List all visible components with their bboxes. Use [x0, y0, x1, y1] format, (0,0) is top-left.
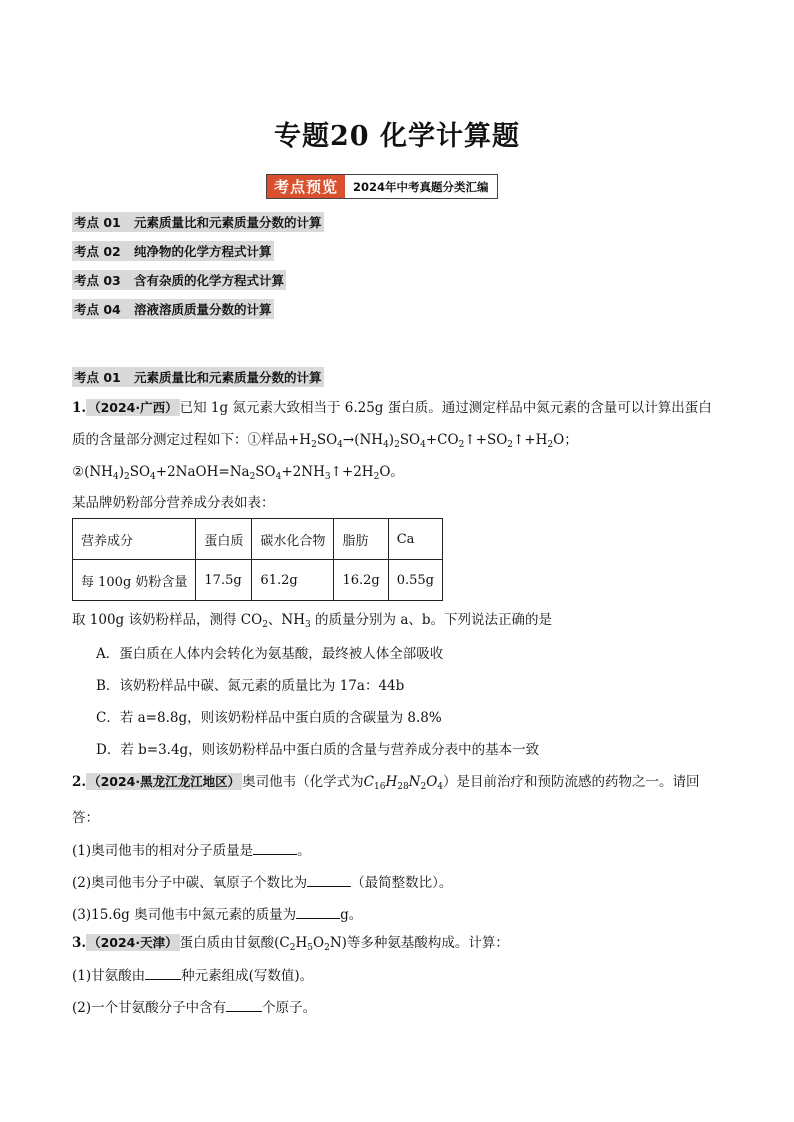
q3-number: 3. — [72, 935, 87, 951]
q1-stem-c: 的质量分别为 a、b。下列说法正确的是 — [315, 612, 553, 628]
toc-item[interactable] — [72, 212, 324, 232]
q1-stem-b: 、NH — [267, 612, 306, 628]
nutrition-table — [72, 518, 443, 601]
q3-sub2-end: 个原子。 — [262, 1000, 317, 1016]
q2-sub1 — [72, 840, 732, 861]
preview-banner — [266, 174, 498, 199]
toc-label: 元素质量比和元素质量分数的计算 — [134, 215, 322, 230]
q1-option-a[interactable]: A．蛋白质在人体内会转化为氨基酸，最终被人体全部吸收 — [96, 646, 444, 662]
q1-option-c[interactable]: C．若 a=8.8g，则该奶粉样品中蛋白质的含碳量为 8.8% — [96, 710, 442, 726]
toc-label: 纯净物的化学方程式计算 — [134, 244, 272, 259]
q1-table-intro: 某品牌奶粉部分营养成分表如表： — [72, 495, 275, 511]
q2-text-a: 奥司他韦（化学式为 — [242, 774, 364, 790]
q1-option-d[interactable]: D．若 b=3.4g，则该奶粉样品中蛋白质的含量与营养成分表中的基本一致 — [96, 742, 540, 758]
q3-sub2-text: (2)一个甘氨酸分子中含有 — [72, 1000, 227, 1016]
table-row — [73, 519, 443, 560]
table-row — [73, 560, 443, 601]
answer-blank[interactable] — [296, 904, 340, 919]
page-title: 专题20 化学计算题 — [274, 121, 520, 152]
toc-code: 考点 01 — [74, 215, 121, 230]
q2-sub1-text: (1)奥司他韦的相对分子质量是 — [72, 843, 254, 859]
q1-stem: 取 100g 该奶粉样品，测得 $CO_2$、$NH_3$ 的质量分别为 a、b。下列说法正确的是 — [72, 612, 553, 630]
table-cell: 17.5g — [196, 560, 252, 601]
q3-sub1 — [72, 965, 732, 986]
toc-item[interactable] — [72, 299, 324, 319]
table-cell: 脂肪 — [334, 519, 388, 560]
toc-code: 考点 04 — [74, 302, 121, 317]
table-cell: 碳水化合物 — [252, 519, 334, 560]
q3-sub1-text: (1)甘氨酸由 — [72, 968, 146, 984]
q2-sub3-end: g。 — [340, 907, 363, 923]
q3-sub2 — [72, 997, 732, 1018]
q3-line1: 3. （2024·天津） 蛋白质由甘氨酸$(C_2H_5O_2N)$等多种氨基酸构成。计算： — [72, 935, 509, 953]
q1-line2: 质的含量部分测定过程如下：①样品$+H_2SO_4\to(NH_4)_2SO_4+CO_2↑+SO_2↑+H_2O$； — [72, 432, 578, 450]
q1-stem-a: 取 100g 该奶粉样品，测得 CO — [72, 612, 263, 628]
q3-sub1-end: 种元素组成(写数值)。 — [181, 968, 314, 984]
table-cell: 0.55g — [388, 560, 442, 601]
table-cell: 营养成分 — [73, 519, 196, 560]
table-cell: 每 100g 奶粉含量 — [73, 560, 196, 601]
q2-sub2-text: (2)奥司他韦分子中碳、氧原子个数比为 — [72, 875, 308, 891]
q2-sub1-end: 。 — [297, 843, 311, 859]
q2-sub3-text: (3)15.6g 奥司他韦中氮元素的质量为 — [72, 907, 297, 923]
q3-source: （2024·天津） — [88, 935, 178, 950]
q3-text-b: )等多种氨基酸构成。计算： — [341, 935, 509, 951]
q2-line1: 2. （2024·黑龙江龙江地区） 奥司他韦（化学式为$C_{16}H_{28}N_2O_4$）是目前治疗和预防流感的药物之一。请回 — [72, 774, 700, 792]
q1-source: （2024·广西） — [88, 400, 178, 415]
toc-label: 溶液溶质质量分数的计算 — [134, 302, 272, 317]
toc-item[interactable] — [72, 241, 324, 261]
q1-option-b[interactable]: B．该奶粉样品中碳、氮元素的质量比为 17a：44b — [96, 678, 405, 694]
q2-sub2-end: （最简整数比）。 — [351, 875, 453, 891]
answer-blank[interactable] — [253, 840, 297, 855]
answer-blank[interactable] — [145, 965, 181, 980]
toc-code: 考点 02 — [74, 244, 121, 259]
q1-number: 1. — [72, 400, 87, 416]
q2-number: 2. — [72, 774, 87, 790]
q1-text-2: 质的含量部分测定过程如下：①样品+H — [72, 432, 312, 448]
q2-sub3 — [72, 904, 732, 925]
q2-text-b: ）是目前治疗和预防流感的药物之一。请回 — [443, 774, 700, 790]
table-cell: 61.2g — [252, 560, 334, 601]
banner-text: 2024年中考真题分类汇编 — [345, 175, 497, 198]
toc-label: 含有杂质的化学方程式计算 — [134, 273, 285, 288]
toc-code: 考点 03 — [74, 273, 121, 288]
table-cell: 蛋白质 — [196, 519, 252, 560]
q2-line2: 答： — [72, 810, 99, 826]
q1-equation-2: $②(NH_4)_2SO_4+2NaOH=Na_2SO_4+2NH_3↑+2H_2O$。 — [72, 464, 404, 482]
toc-item[interactable] — [72, 270, 324, 290]
answer-blank[interactable] — [307, 872, 351, 887]
section-label: 元素质量比和元素质量分数的计算 — [134, 370, 322, 385]
q3-text-a: 蛋白质由甘氨酸(C — [179, 935, 290, 951]
table-cell: Ca — [388, 519, 442, 560]
section-heading — [72, 367, 324, 387]
table-cell: 16.2g — [334, 560, 388, 601]
section-code: 考点 01 — [74, 370, 121, 385]
banner-tag: 考点预览 — [267, 175, 345, 198]
q1-text: 已知 1g 氮元素大致相当于 6.25g 蛋白质。通过测定样品中氮元素的含量可以计算出蛋白 — [179, 400, 712, 416]
answer-blank[interactable] — [226, 997, 262, 1012]
q2-sub2 — [72, 872, 732, 893]
q2-source: （2024·黑龙江龙江地区） — [88, 774, 241, 789]
toc-list — [72, 212, 324, 328]
q1-line1 — [72, 398, 732, 418]
